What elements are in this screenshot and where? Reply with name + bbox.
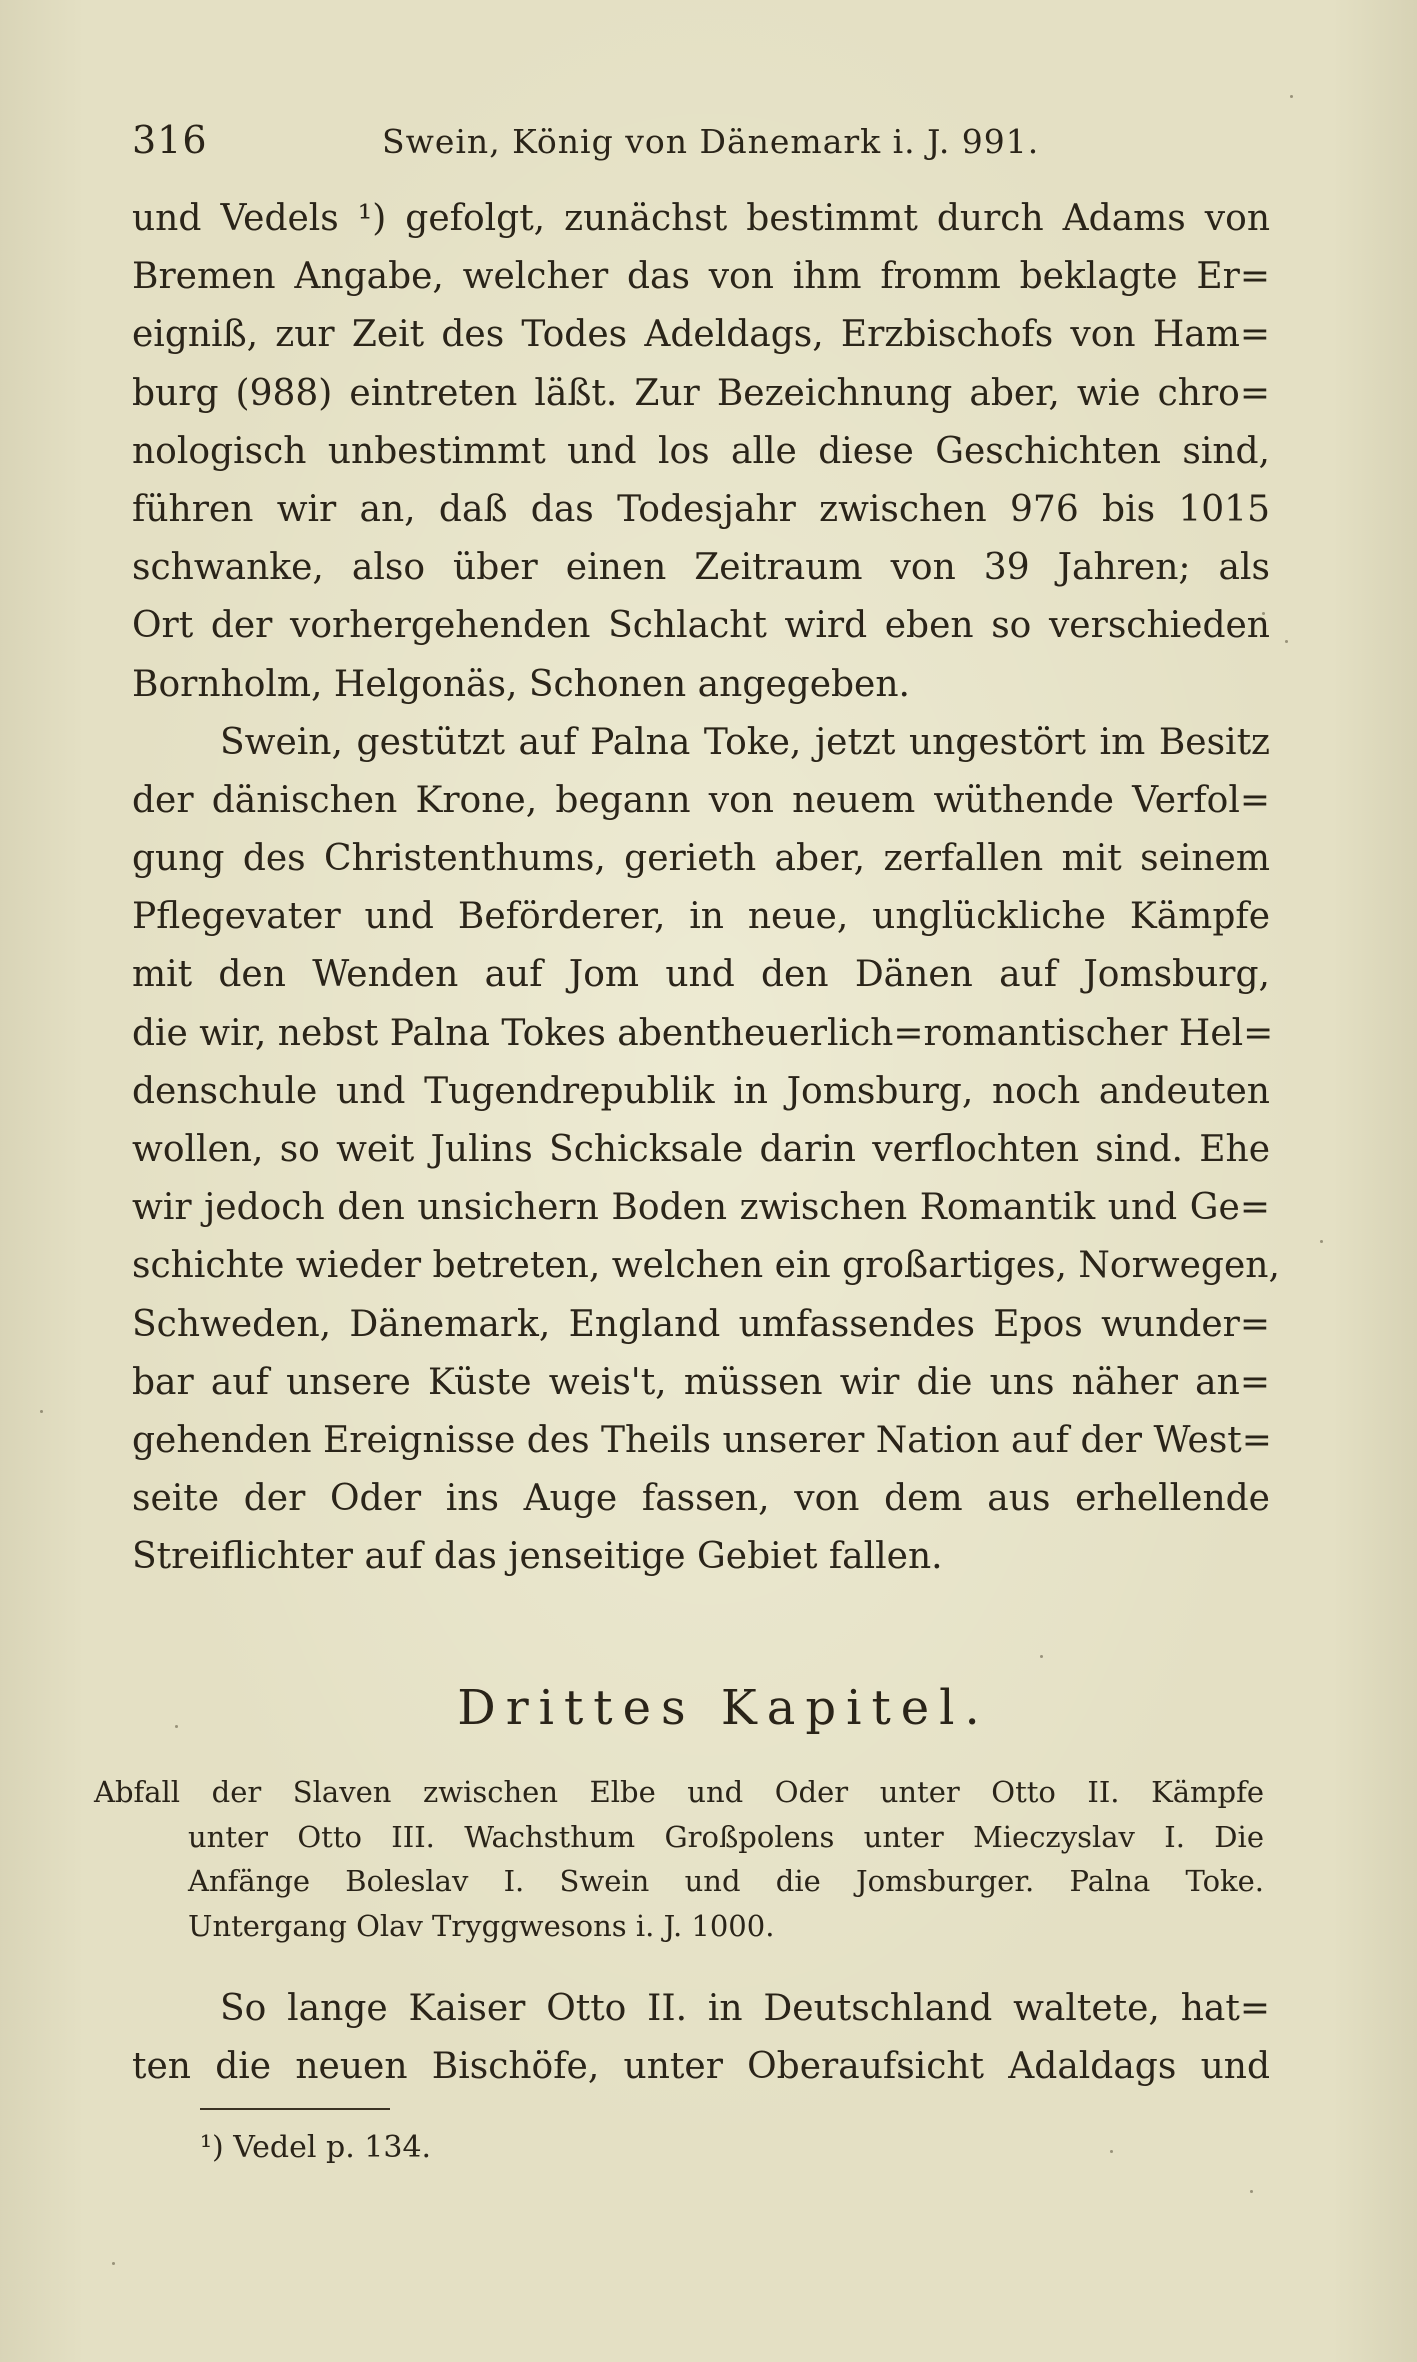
chapter-summary xyxy=(94,1770,1264,1949)
text-line: schwanke, also über einen Zeitraum von 39 Jahren; als xyxy=(132,547,1270,589)
body-text xyxy=(132,190,1280,1587)
text-line: burg (988) eintreten läßt. Zur Bezeichnung aber, wie chro= xyxy=(132,372,1270,414)
summary-line: unter Otto III. Wachsthum Großpolens unter Mieczyslav I. Die xyxy=(188,1819,1264,1854)
page-header xyxy=(132,118,1282,178)
paragraph-start-line: Swein, gestützt auf Palna Toke, jetzt ungestört im Besitz xyxy=(220,721,1270,763)
text-line: führen wir an, daß das Todesjahr zwischen 976 bis 1015 xyxy=(132,488,1270,530)
text-line: eigniß, zur Zeit des Todes Adeldags, Erzbischofs von Ham= xyxy=(132,314,1270,356)
summary-line: Abfall der Slaven zwischen Elbe und Oder unter Otto II. Kämpfe xyxy=(94,1775,1264,1809)
text-line: die wir, nebst Palna Tokes abentheuerlich=romantischer Hel= xyxy=(132,1012,1274,1054)
text-line: Streiflichter auf das jenseitige Gebiet fallen. xyxy=(132,1536,943,1578)
text-line: wollen, so weit Julins Schicksale darin verflochten sind. Ehe xyxy=(132,1129,1270,1170)
footnote-rule xyxy=(200,2108,390,2110)
text-line: denschule und Tugendrepublik in Jomsburg, noch andeuten xyxy=(132,1070,1270,1112)
text-line: ten die neuen Bischöfe, unter Oberaufsicht Adaldags und xyxy=(132,2046,1270,2088)
text-line: der dänischen Krone, begann von neuem wüthende Verfol= xyxy=(132,779,1270,821)
text-line: Bremen Angabe, welcher das von ihm fromm beklagte Er= xyxy=(132,256,1270,298)
text-line: schichte wieder betreten, welchen ein großartiges, Norwegen, xyxy=(132,1245,1280,1287)
chapter-text xyxy=(132,1980,1270,2096)
text-line: Ort der vorhergehenden Schlacht wird eben so verschieden xyxy=(132,605,1270,647)
running-head: Swein, König von Dänemark i. J. 991. xyxy=(382,122,1040,161)
text-line: bar auf unsere Küste weis't, müssen wir die uns näher an= xyxy=(132,1361,1270,1403)
footnote: ¹) Vedel p. 134. xyxy=(200,2130,432,2165)
summary-line: Untergang Olav Tryggwesons i. J. 1000. xyxy=(188,1909,775,1944)
text-line: mit den Wenden auf Jom und den Dänen auf Jomsburg, xyxy=(132,954,1270,996)
text-line: gung des Christenthums, gerieth aber, zerfallen mit seinem xyxy=(132,838,1270,880)
text-line: wir jedoch den unsichern Boden zwischen Romantik und Ge= xyxy=(132,1187,1270,1229)
text-line: nologisch unbestimmt und los alle diese Geschichten sind, xyxy=(132,430,1270,472)
text-line: Schweden, Dänemark, England umfassendes Epos wunder= xyxy=(132,1303,1270,1345)
paragraph-start-line: So lange Kaiser Otto II. in Deutschland waltete, hat= xyxy=(220,1988,1270,2029)
page-number: 316 xyxy=(132,118,208,162)
text-line: und Vedels ¹) gefolgt, zunächst bestimmt durch Adams von xyxy=(132,198,1270,239)
text-line: Pflegevater und Beförderer, in neue, unglückliche Kämpfe xyxy=(132,896,1270,938)
chapter-title: Drittes Kapitel. xyxy=(457,1680,990,1736)
text-line: seite der Oder ins Auge fassen, von dem aus erhellende xyxy=(132,1478,1270,1520)
summary-line: Anfänge Boleslav I. Swein und die Jomsburger. Palna Toke. xyxy=(188,1864,1264,1899)
text-line: Bornholm, Helgonäs, Schonen angegeben. xyxy=(132,663,910,705)
text-line: gehenden Ereignisse des Theils unserer Nation auf der West= xyxy=(132,1419,1272,1461)
